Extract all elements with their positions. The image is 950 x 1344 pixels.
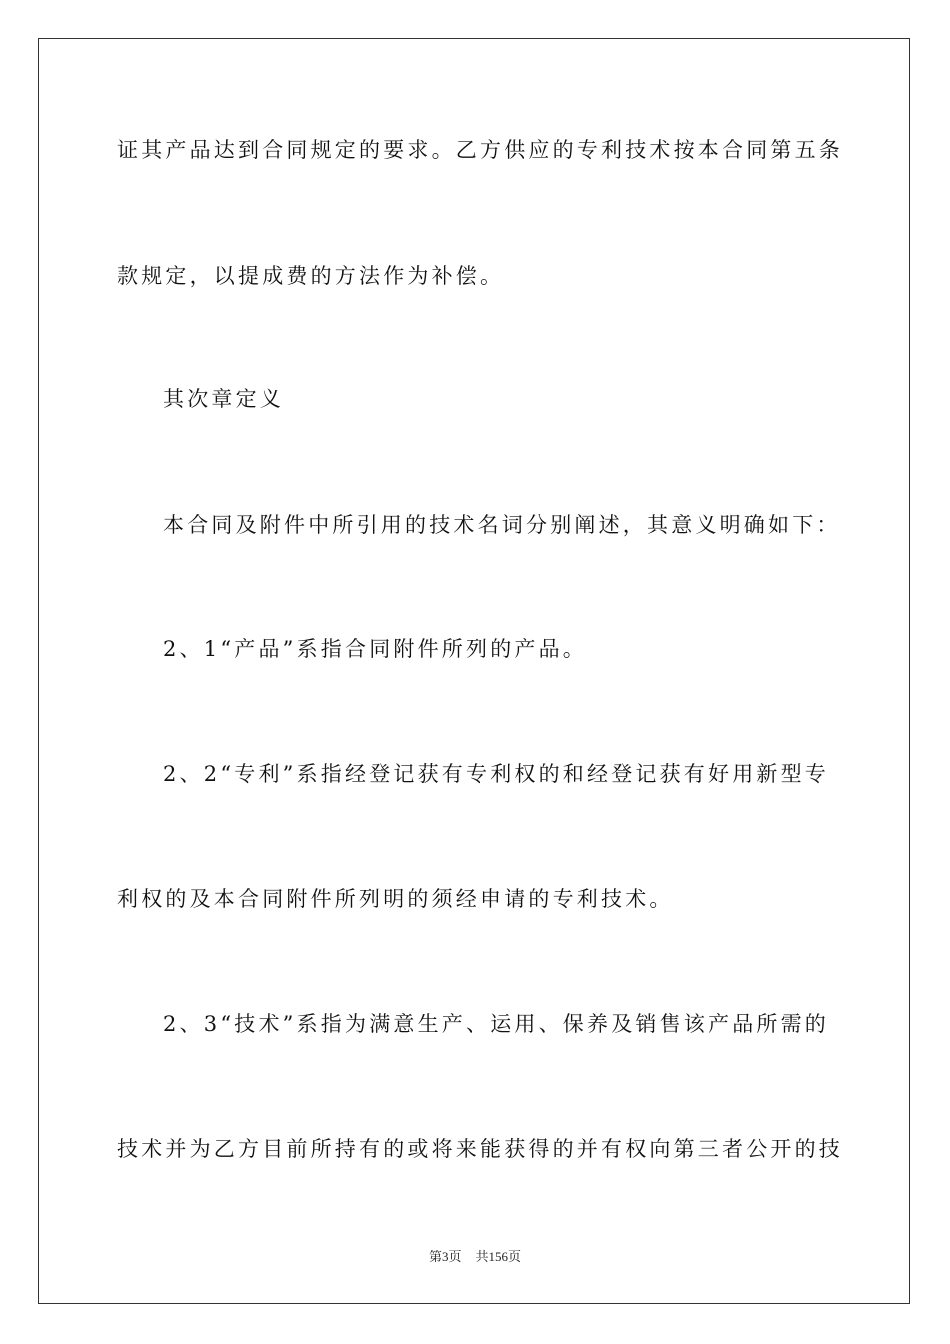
page-number: 第3页 bbox=[428, 1249, 462, 1264]
body-line-1: 证其产品达到合同规定的要求。乙方供应的专利技术按本合同第五条 bbox=[117, 138, 843, 162]
body-line-4: 本合同及附件中所引用的技术名词分别阐述，其意义明确如下： bbox=[163, 513, 841, 537]
clause-2-2-continued: 利权的及本合同附件所列明的须经申请的专利技术。 bbox=[117, 887, 674, 911]
clause-2-2: 2、2“专利”系指经登记获有专利权的和经登记获有好用新型专 bbox=[163, 762, 829, 786]
total-pages: 共156页 bbox=[475, 1249, 522, 1264]
section-heading: 其次章定义 bbox=[163, 387, 284, 411]
page-footer bbox=[0, 1248, 950, 1266]
clause-2-3: 2、3“技术”系指为满意生产、运用、保养及销售该产品所需的 bbox=[163, 1012, 829, 1036]
page-border bbox=[38, 38, 910, 1304]
clause-2-3-continued: 技术并为乙方目前所持有的或将来能获得的并有权向第三者公开的技 bbox=[117, 1137, 843, 1161]
body-line-2: 款规定，以提成费的方法作为补偿。 bbox=[117, 264, 505, 288]
clause-2-1: 2、1“产品”系指合同附件所列的产品。 bbox=[163, 637, 587, 661]
